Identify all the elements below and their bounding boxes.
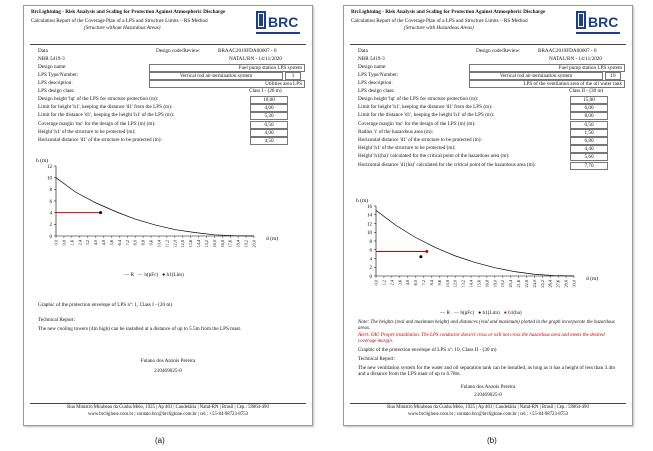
field-value: 0,50 bbox=[250, 121, 288, 129]
protection-envelope-line bbox=[376, 210, 574, 276]
note bbox=[358, 320, 618, 331]
y-tick-label: 4 bbox=[369, 257, 372, 263]
tech-report-text: The new cooling towers (4m high) can be installed at a distance of up to 5.5m from the LPS mast. bbox=[38, 326, 242, 332]
lps-desc-value: LPS of the ventilation area of the oil water tank bbox=[469, 80, 625, 88]
tech-report-text: The new ventilation system for the water and oil separation tank can be installed, as long as it has a height of less than 3.4m and a distance from the LPS mast of up to 6.78m. bbox=[358, 365, 616, 377]
y-tick-label: 0 bbox=[369, 274, 372, 280]
x-tick-label: 18,4 bbox=[235, 240, 241, 248]
lps-type-value: Vertical rod air-termination system bbox=[469, 72, 603, 80]
legend-h1-lim: ● h1(Lim) bbox=[162, 272, 184, 278]
x-tick-label: 30,0 bbox=[571, 280, 577, 288]
data-label: Data bbox=[358, 48, 368, 54]
y-tick-label: 12 bbox=[367, 222, 372, 228]
report-header bbox=[344, 6, 632, 44]
y-tick-label: 8 bbox=[49, 188, 52, 194]
lps-type-number: 1 bbox=[285, 72, 301, 80]
x-tick-label: 14,4 bbox=[196, 240, 202, 248]
field-label: Design height 'hp' of the LPS for structure protection (m): bbox=[38, 96, 159, 102]
x-tick-label: 24,0 bbox=[531, 280, 537, 288]
x-axis-label: d (m) bbox=[586, 276, 599, 282]
footer-divider bbox=[350, 403, 626, 404]
field-value: 0,50 bbox=[570, 121, 608, 129]
h1-lim-point bbox=[419, 255, 422, 258]
x-tick-label: 25,2 bbox=[539, 280, 545, 288]
x-tick-label: 3,6 bbox=[397, 280, 403, 286]
protection-envelope-chart bbox=[352, 196, 622, 306]
note-label: Note: bbox=[358, 320, 370, 325]
footer-contact: www.brcliglone.com.br | contato.brc@brcliglone.com.br | cel.: +55-84-98723-8753 bbox=[407, 412, 569, 417]
x-tick-label: 9,6 bbox=[436, 280, 442, 286]
x-tick-label: 16,0 bbox=[211, 240, 217, 248]
field-value: 8,00 bbox=[570, 112, 608, 120]
figure-caption-b: (b) bbox=[487, 436, 497, 445]
x-tick-label: 0,8 bbox=[61, 240, 67, 246]
x-tick-label: 17,6 bbox=[227, 240, 233, 248]
x-tick-label: 5,6 bbox=[108, 240, 114, 246]
x-tick-label: 8,4 bbox=[428, 280, 434, 286]
x-tick-label: 15,2 bbox=[203, 240, 209, 248]
x-tick-label: 22,8 bbox=[523, 280, 529, 288]
y-tick-label: 12 bbox=[47, 164, 52, 170]
field-label: Coverage margin 'mc' for the design of the LPS (m) (m): bbox=[358, 120, 476, 127]
lps-type-number: 10 bbox=[605, 72, 621, 80]
x-tick-label: 11,2 bbox=[164, 240, 170, 248]
h1-ha-point bbox=[425, 250, 428, 253]
protection-envelope-chart bbox=[32, 156, 302, 268]
x-tick-label: 7,2 bbox=[421, 280, 427, 286]
alert-text: OK! Proper installation. The LPS conductor doesn't cross or will not cross the hazardous area and meets the desired coverage margin. bbox=[358, 333, 605, 344]
logo-text: BRC bbox=[588, 14, 619, 30]
x-tick-label: 8,8 bbox=[140, 240, 146, 246]
legend-h1-ha: ● bbox=[503, 310, 507, 316]
x-tick-label: 16,8 bbox=[219, 240, 225, 248]
x-tick-label: 3,2 bbox=[85, 240, 91, 246]
x-tick-label: 6,0 bbox=[413, 280, 419, 286]
lps-class-value: Class I - (20 m) bbox=[249, 88, 282, 94]
field-label: Horizontal distance 'd1' of the structure to be protected (m): bbox=[38, 137, 162, 143]
design-code-value: BRAAC2019FDA00007 - 0 bbox=[218, 48, 277, 54]
field-value: 4,00 bbox=[250, 104, 288, 112]
x-tick-label: 27,6 bbox=[555, 280, 561, 288]
report-page-a bbox=[23, 5, 313, 426]
x-tick-label: 4,0 bbox=[93, 240, 99, 246]
y-axis-label: h (m) bbox=[356, 198, 369, 204]
x-tick-label: 10,4 bbox=[156, 240, 162, 248]
x-tick-label: 2,4 bbox=[389, 280, 395, 286]
logo-text: BRC bbox=[268, 14, 299, 30]
field-value: 4,50 bbox=[250, 137, 288, 145]
x-tick-label: 26,4 bbox=[547, 280, 553, 288]
h1-lim-point bbox=[99, 211, 102, 214]
y-tick-label: 14 bbox=[367, 213, 372, 219]
x-tick-label: 19,2 bbox=[500, 280, 506, 288]
report-page-b bbox=[343, 5, 633, 426]
x-tick-label: 14,4 bbox=[468, 280, 474, 288]
x-tick-label: 28,8 bbox=[563, 280, 569, 288]
x-tick-label: 6,4 bbox=[116, 240, 122, 246]
report-subtitle: Calculation Report of the Coverage Plan of a LPS and Structure Limits – RS Method bbox=[351, 18, 528, 24]
legend-h1-lim: ● h1(Lim) bbox=[478, 310, 500, 316]
x-tick-label: 2,4 bbox=[77, 240, 83, 246]
design-code-label: Design code/Review: bbox=[156, 48, 201, 54]
x-tick-label: 1,6 bbox=[69, 240, 75, 246]
signer-id: 210469025-0 bbox=[154, 368, 182, 374]
brc-logo-icon bbox=[254, 9, 302, 39]
x-tick-label: 10,8 bbox=[444, 280, 450, 288]
alert-label: Alert: bbox=[358, 333, 370, 338]
field-label: Limit for the distance 'd1', keeping the height 'h1' of the LPS (m): bbox=[38, 112, 175, 119]
y-tick-label: 10 bbox=[47, 176, 52, 182]
x-tick-label: 4,8 bbox=[405, 280, 411, 286]
data-label: Data bbox=[38, 48, 48, 54]
legend-h-pfc: — bbox=[137, 272, 144, 278]
graphic-caption: Graphic of the protection envelope of LPS nº: 10, Class II - (30 m) bbox=[358, 347, 497, 353]
x-tick-label: 19,2 bbox=[243, 240, 249, 248]
place-date: NATAL/RN - 14/11/2020 bbox=[549, 56, 602, 62]
lps-desc-value: Utilities area LPS bbox=[149, 80, 305, 88]
y-tick-label: 2 bbox=[49, 223, 52, 229]
lps-class-label: LPS design class: bbox=[358, 88, 395, 94]
report-subtitle: Calculation Report of the Coverage Plan of a LPS and Structure Limits – RS Method bbox=[31, 18, 208, 24]
field-label: Horizontal distance 'd1' of the structure to be protected (m): bbox=[358, 137, 482, 143]
design-name-label: Design name: bbox=[38, 64, 67, 70]
y-tick-label: 4 bbox=[49, 211, 52, 217]
field-label: Horizontal distance 'd1(ha)' calculated for the critical point of the hazardous area (m): bbox=[358, 161, 536, 168]
legend-r: — R bbox=[440, 310, 450, 316]
chart-legend: — R — h(pFc) ● h1(Lim) ● h1(ha) bbox=[440, 310, 522, 316]
x-tick-label: 12,8 bbox=[180, 240, 186, 248]
report-title: BrcLightning - Risk Analysis and Scaling for Protection Against Atmospheric Discharge bbox=[351, 9, 546, 15]
field-value: 5,30 bbox=[250, 112, 288, 120]
nbr-label: NBR 5419-3 bbox=[358, 56, 385, 62]
lps-desc-label: LPS description: bbox=[38, 80, 73, 86]
field-label: Design height 'hp' of the LPS for structure protection (m): bbox=[358, 96, 479, 102]
field-label: Height 'h1(ha)' calculated for the critical point of the hazardous area (m): bbox=[358, 153, 510, 160]
field-label: Radius 'r' of the hazardous area (m): bbox=[358, 128, 434, 135]
tech-report-label: Technical Report: bbox=[358, 356, 395, 362]
field-value: 6,80 bbox=[570, 137, 608, 145]
x-tick-label: 20,4 bbox=[508, 280, 514, 288]
signer-id: 210469025-0 bbox=[474, 392, 502, 398]
graphic-caption: Graphic of the protection envelope of LPS nº: 1, Class I - (20 m) bbox=[38, 302, 173, 308]
protection-envelope-line bbox=[56, 178, 254, 236]
x-axis-label: d (m) bbox=[266, 236, 279, 242]
y-axis-label: h (m) bbox=[36, 158, 49, 164]
design-name-value: Fuel pump station LPS system bbox=[469, 64, 625, 72]
legend-h-pfc: — bbox=[453, 310, 460, 316]
lps-class-value: Class II - (30 m) bbox=[569, 88, 604, 94]
x-tick-label: 13,2 bbox=[460, 280, 466, 288]
design-name-value: Fuel pump station LPS system bbox=[149, 64, 305, 72]
x-tick-label: 21,6 bbox=[516, 280, 522, 288]
x-tick-label: 8,0 bbox=[132, 240, 138, 246]
field-value: 4,00 bbox=[250, 129, 288, 137]
field-value: 7,70 bbox=[570, 162, 608, 170]
figure-caption-a: (a) bbox=[155, 436, 165, 445]
field-label: Limit for the distance 'd1', keeping the height 'h1' of the LPS (m): bbox=[358, 112, 495, 119]
lps-type-label: LPS Type/Number: bbox=[38, 72, 79, 78]
chart-legend: — R — h(pFc) ● h1(Lim) bbox=[124, 272, 184, 278]
x-tick-label: 16,8 bbox=[484, 280, 490, 288]
x-tick-label: 0,0 bbox=[53, 240, 59, 246]
lps-type-value: Vertical rod air-termination system bbox=[149, 72, 283, 80]
field-label: Height 'h1' of the structure to be protected (m): bbox=[358, 145, 456, 152]
x-tick-label: 4,8 bbox=[101, 240, 107, 246]
brc-logo-icon bbox=[574, 9, 622, 39]
y-tick-label: 6 bbox=[49, 199, 52, 205]
nbr-label: NBR 5419-3 bbox=[38, 56, 65, 62]
x-tick-label: 12,0 bbox=[452, 280, 458, 288]
field-value: 1,50 bbox=[570, 129, 608, 137]
place-date: NATAL/RN - 14/11/2020 bbox=[229, 56, 282, 62]
x-tick-label: 7,2 bbox=[124, 240, 130, 246]
tech-report-label: Technical Report: bbox=[38, 317, 75, 323]
field-label: Height 'h1' of the structure to be protected (m): bbox=[38, 128, 136, 135]
report-subtitle-structure: (Structure without Hazardous Areas) bbox=[84, 25, 161, 31]
signer-name: Fulano dos Anzois Pereira bbox=[460, 384, 516, 390]
footer-address: Rua Ministro Mirabeau da Cunha Melo, 1925 | Ap 401 | Candelária | Natal-RN | Brasil | Cep.: 59064-490 bbox=[387, 405, 589, 410]
y-tick-label: 6 bbox=[369, 248, 372, 254]
design-name-label: Design name: bbox=[358, 64, 387, 70]
y-tick-label: 10 bbox=[367, 231, 372, 237]
y-tick-label: 2 bbox=[369, 266, 372, 272]
alert bbox=[358, 333, 618, 344]
x-tick-label: 0,0 bbox=[373, 280, 379, 286]
legend-r: — R bbox=[124, 272, 134, 278]
x-tick-label: 13,6 bbox=[188, 240, 194, 248]
report-header bbox=[24, 6, 312, 44]
lps-class-label: LPS design class: bbox=[38, 88, 75, 94]
x-tick-label: 20,0 bbox=[251, 240, 257, 248]
field-label: Limit for height 'h1', keeping the distance 'd1' from the LPS (m): bbox=[358, 104, 493, 111]
design-code-label: Design code/Review: bbox=[476, 48, 521, 54]
report-subtitle-structure: (Structure with Hazardous Areas) bbox=[404, 25, 474, 31]
x-tick-label: 9,6 bbox=[148, 240, 154, 246]
field-value: 15,00 bbox=[570, 96, 608, 104]
footer-contact: www.brcliglone.com.br | contato.brc@brcliglone.com.br | cel.: +55-84-98723-8753 bbox=[87, 412, 249, 417]
field-value: 5,60 bbox=[570, 153, 608, 161]
divider bbox=[30, 44, 306, 45]
signer-name: Fulano dos Anzois Pereira bbox=[140, 358, 196, 364]
field-value: 4,40 bbox=[570, 145, 608, 153]
field-value: 10,00 bbox=[250, 96, 288, 104]
divider bbox=[350, 44, 626, 45]
report-title: BrcLightning - Risk Analysis and Scaling for Protection Against Atmospheric Discharge bbox=[31, 9, 226, 15]
x-tick-label: 18,0 bbox=[492, 280, 498, 288]
footer-address: Rua Ministro Mirabeau da Cunha Melo, 1925 | Ap 401 | Candelária | Natal-RN | Brasil | Cep.: 59064-490 bbox=[67, 405, 269, 410]
field-value: 6,00 bbox=[570, 104, 608, 112]
x-tick-label: 12,0 bbox=[172, 240, 178, 248]
y-tick-label: 16 bbox=[367, 204, 372, 210]
design-code-value: BRAAC2019FDA00007 - 0 bbox=[538, 48, 597, 54]
field-label: Limit for height 'h1', keeping the distance 'd1' from the LPS (m): bbox=[38, 104, 173, 111]
footer-divider bbox=[30, 403, 306, 404]
y-tick-label: 0 bbox=[49, 234, 52, 240]
x-tick-label: 15,6 bbox=[476, 280, 482, 288]
y-tick-label: 8 bbox=[369, 239, 372, 245]
note-text: The heights (real and maximum height) and distances (real and maximum) plotted in the graph incorporate the hazardous areas. bbox=[358, 320, 615, 331]
lps-desc-label: LPS description: bbox=[358, 80, 393, 86]
lps-type-label: LPS Type/Number: bbox=[358, 72, 399, 78]
field-label: Coverage margin 'mc' for the design of the LPS (m) (m): bbox=[38, 120, 156, 127]
x-tick-label: 1,2 bbox=[381, 280, 387, 286]
